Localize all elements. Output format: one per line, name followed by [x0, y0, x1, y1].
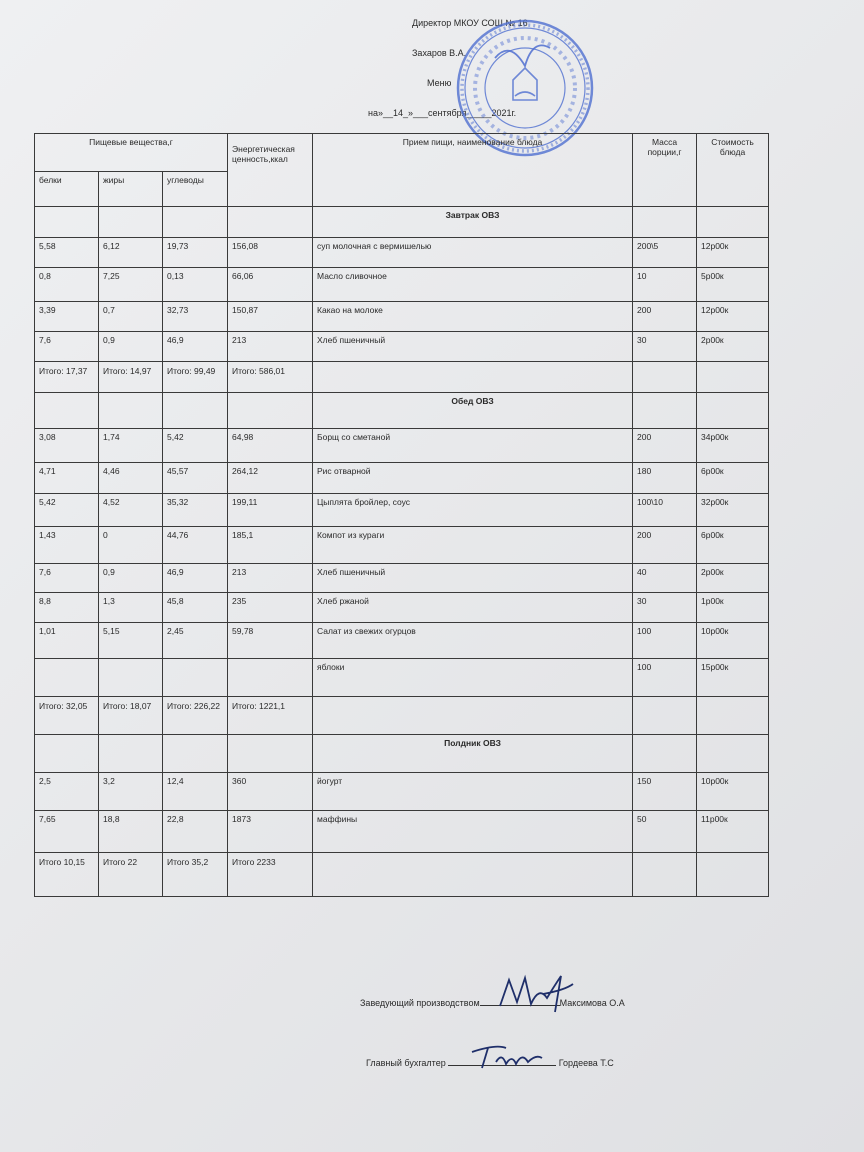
cell-carbs: 22,8 — [163, 811, 228, 853]
cell-fat: 6,12 — [99, 238, 163, 268]
cell-dish: Хлеб ржаной — [313, 593, 633, 623]
cell-protein: 7,6 — [35, 332, 99, 362]
cell-mass: 150 — [633, 773, 697, 811]
cell-mass: 40 — [633, 564, 697, 593]
cell-protein — [35, 659, 99, 697]
cell-price: 1р00к — [697, 593, 769, 623]
section-title: Полдник ОВЗ — [313, 735, 633, 773]
cell-mass: 100 — [633, 623, 697, 659]
empty-cell — [35, 393, 99, 429]
cell-protein: 1,01 — [35, 623, 99, 659]
table-row — [35, 659, 769, 697]
approver-name: Захаров В.А. — [412, 48, 467, 58]
table-row — [35, 268, 769, 302]
col-mass-header: Масса порции,г — [633, 134, 697, 207]
cell-protein: 8,8 — [35, 593, 99, 623]
cell-carbs — [163, 659, 228, 697]
cell-price: 6р00к — [697, 527, 769, 564]
cell-price: 12р00к — [697, 238, 769, 268]
cell-price: 10р00к — [697, 623, 769, 659]
cell-mass: 200 — [633, 302, 697, 332]
cell-dish: Цыплята бройлер, соус — [313, 494, 633, 527]
empty-cell — [99, 735, 163, 773]
accountant-name: Гордеева Т.С — [558, 1058, 614, 1068]
cell-fat: 1,3 — [99, 593, 163, 623]
total-fat: Итого 22 — [99, 853, 163, 897]
cell-energy: 360 — [228, 773, 313, 811]
total-carbs: Итого: 99,49 — [163, 362, 228, 393]
total-protein: Итого: 32,05 — [35, 697, 99, 735]
cell-energy: 150,87 — [228, 302, 313, 332]
section-title-row — [35, 393, 769, 429]
table-row — [35, 773, 769, 811]
cell-mass: 200 — [633, 429, 697, 463]
empty-cell — [633, 393, 697, 429]
empty-cell — [35, 207, 99, 238]
col-dish-header: Прием пищи, наименование блюда — [313, 134, 633, 207]
section-title: Завтрак ОВЗ — [313, 207, 633, 238]
menu-heading: Меню — [427, 78, 452, 88]
cell-mass: 100\10 — [633, 494, 697, 527]
table-row — [35, 564, 769, 593]
cell-dish: Борщ со сметаной — [313, 429, 633, 463]
empty-cell — [697, 853, 769, 897]
empty-cell — [228, 207, 313, 238]
cell-price: 10р00к — [697, 773, 769, 811]
empty-cell — [99, 393, 163, 429]
cell-dish: маффины — [313, 811, 633, 853]
table-row — [35, 332, 769, 362]
total-protein: Итого 10,15 — [35, 853, 99, 897]
cell-dish: суп молочная с вермишелью — [313, 238, 633, 268]
menu-table-body — [35, 134, 769, 897]
cell-fat: 4,52 — [99, 494, 163, 527]
empty-cell — [697, 393, 769, 429]
menu-date: на»__14_»___сентября_____2021г. — [368, 108, 517, 118]
cell-protein: 1,43 — [35, 527, 99, 564]
empty-cell — [163, 735, 228, 773]
table-row — [35, 623, 769, 659]
cell-fat: 0,7 — [99, 302, 163, 332]
empty-cell — [633, 362, 697, 393]
cell-energy: 156,08 — [228, 238, 313, 268]
cell-mass: 10 — [633, 268, 697, 302]
cell-price: 11р00к — [697, 811, 769, 853]
table-row — [35, 811, 769, 853]
cell-energy: 264,12 — [228, 463, 313, 494]
cell-fat: 0 — [99, 527, 163, 564]
cell-energy: 1873 — [228, 811, 313, 853]
col-price-header: Стоимость блюда — [697, 134, 769, 207]
table-row — [35, 593, 769, 623]
empty-cell — [633, 697, 697, 735]
total-fat: Итого: 18,07 — [99, 697, 163, 735]
cell-protein: 4,71 — [35, 463, 99, 494]
cell-fat: 7,25 — [99, 268, 163, 302]
cell-fat: 1,74 — [99, 429, 163, 463]
cell-energy: 64,98 — [228, 429, 313, 463]
cell-protein: 5,58 — [35, 238, 99, 268]
manager-title: Заведующий производством — [360, 998, 480, 1008]
cell-energy — [228, 659, 313, 697]
cell-dish: Рис отварной — [313, 463, 633, 494]
cell-fat: 4,46 — [99, 463, 163, 494]
cell-energy: 213 — [228, 332, 313, 362]
manager-signature — [495, 968, 575, 1018]
total-energy: Итого: 1221,1 — [228, 697, 313, 735]
cell-carbs: 46,9 — [163, 332, 228, 362]
cell-protein: 3,39 — [35, 302, 99, 332]
cell-protein: 0,8 — [35, 268, 99, 302]
cell-carbs: 45,57 — [163, 463, 228, 494]
cell-price: 2р00к — [697, 564, 769, 593]
cell-carbs: 12,4 — [163, 773, 228, 811]
cell-protein: 7,65 — [35, 811, 99, 853]
cell-fat: 0,9 — [99, 332, 163, 362]
col-fat-header: жиры — [99, 172, 163, 207]
empty-cell — [697, 697, 769, 735]
col-carbs-header: углеводы — [163, 172, 228, 207]
total-protein: Итого: 17,37 — [35, 362, 99, 393]
cell-energy: 213 — [228, 564, 313, 593]
cell-carbs: 5,42 — [163, 429, 228, 463]
empty-cell — [697, 207, 769, 238]
total-row — [35, 362, 769, 393]
menu-table — [34, 133, 769, 897]
empty-cell — [633, 735, 697, 773]
empty-cell — [313, 853, 633, 897]
total-row — [35, 853, 769, 897]
col-protein-header: белки — [35, 172, 99, 207]
total-energy: Итого: 586,01 — [228, 362, 313, 393]
cell-fat: 18,8 — [99, 811, 163, 853]
empty-cell — [313, 697, 633, 735]
empty-cell — [163, 393, 228, 429]
section-title-row — [35, 207, 769, 238]
cell-mass: 180 — [633, 463, 697, 494]
total-fat: Итого: 14,97 — [99, 362, 163, 393]
cell-price: 5р00к — [697, 268, 769, 302]
cell-price: 34р00к — [697, 429, 769, 463]
cell-mass: 200 — [633, 527, 697, 564]
empty-cell — [313, 362, 633, 393]
cell-energy: 59,78 — [228, 623, 313, 659]
table-row — [35, 302, 769, 332]
cell-dish: Какао на молоке — [313, 302, 633, 332]
table-row — [35, 463, 769, 494]
cell-dish: Хлеб пшеничный — [313, 564, 633, 593]
empty-cell — [228, 393, 313, 429]
cell-energy: 235 — [228, 593, 313, 623]
cell-mass: 200\5 — [633, 238, 697, 268]
cell-carbs: 2,45 — [163, 623, 228, 659]
table-row — [35, 494, 769, 527]
cell-dish: Салат из свежих огурцов — [313, 623, 633, 659]
cell-mass: 30 — [633, 332, 697, 362]
cell-energy: 199,11 — [228, 494, 313, 527]
cell-price: 15р00к — [697, 659, 769, 697]
table-header-row — [35, 134, 769, 172]
total-carbs: Итого 35,2 — [163, 853, 228, 897]
accountant-signature — [466, 1040, 546, 1072]
total-row — [35, 697, 769, 735]
empty-cell — [35, 735, 99, 773]
cell-protein: 5,42 — [35, 494, 99, 527]
empty-cell — [697, 735, 769, 773]
cell-price: 6р00к — [697, 463, 769, 494]
cell-fat — [99, 659, 163, 697]
approver-title: Директор МКОУ СОШ № 16 — [412, 18, 528, 28]
cell-fat: 3,2 — [99, 773, 163, 811]
cell-dish: яблоки — [313, 659, 633, 697]
manager-signature-line — [360, 998, 625, 1008]
cell-mass: 30 — [633, 593, 697, 623]
cell-carbs: 45,8 — [163, 593, 228, 623]
empty-cell — [99, 207, 163, 238]
cell-price: 2р00к — [697, 332, 769, 362]
manager-name: Максимова О.А — [559, 998, 625, 1008]
cell-carbs: 46,9 — [163, 564, 228, 593]
cell-carbs: 19,73 — [163, 238, 228, 268]
total-energy: Итого 2233 — [228, 853, 313, 897]
cell-carbs: 44,76 — [163, 527, 228, 564]
empty-cell — [633, 207, 697, 238]
cell-dish: Масло сливочное — [313, 268, 633, 302]
cell-fat: 5,15 — [99, 623, 163, 659]
empty-cell — [228, 735, 313, 773]
cell-protein: 7,6 — [35, 564, 99, 593]
cell-fat: 0,9 — [99, 564, 163, 593]
empty-cell — [633, 853, 697, 897]
cell-protein: 2,5 — [35, 773, 99, 811]
table-row — [35, 238, 769, 268]
accountant-title: Главный бухгалтер — [366, 1058, 446, 1068]
cell-price: 32р00к — [697, 494, 769, 527]
section-title-row — [35, 735, 769, 773]
cell-price: 12р00к — [697, 302, 769, 332]
table-row — [35, 429, 769, 463]
cell-dish: Компот из кураги — [313, 527, 633, 564]
col-energy-header: Энергетическая ценность,ккал — [228, 134, 313, 207]
cell-carbs: 35,32 — [163, 494, 228, 527]
cell-energy: 185,1 — [228, 527, 313, 564]
cell-carbs: 32,73 — [163, 302, 228, 332]
table-row — [35, 527, 769, 564]
cell-energy: 66,06 — [228, 268, 313, 302]
total-carbs: Итого: 226,22 — [163, 697, 228, 735]
cell-dish: йогурт — [313, 773, 633, 811]
empty-cell — [163, 207, 228, 238]
section-title: Обед ОВЗ — [313, 393, 633, 429]
cell-carbs: 0,13 — [163, 268, 228, 302]
col-nutrients-header: Пищевые вещества,г — [35, 134, 228, 172]
cell-mass: 100 — [633, 659, 697, 697]
cell-dish: Хлеб пшеничный — [313, 332, 633, 362]
empty-cell — [697, 362, 769, 393]
cell-protein: 3,08 — [35, 429, 99, 463]
cell-mass: 50 — [633, 811, 697, 853]
